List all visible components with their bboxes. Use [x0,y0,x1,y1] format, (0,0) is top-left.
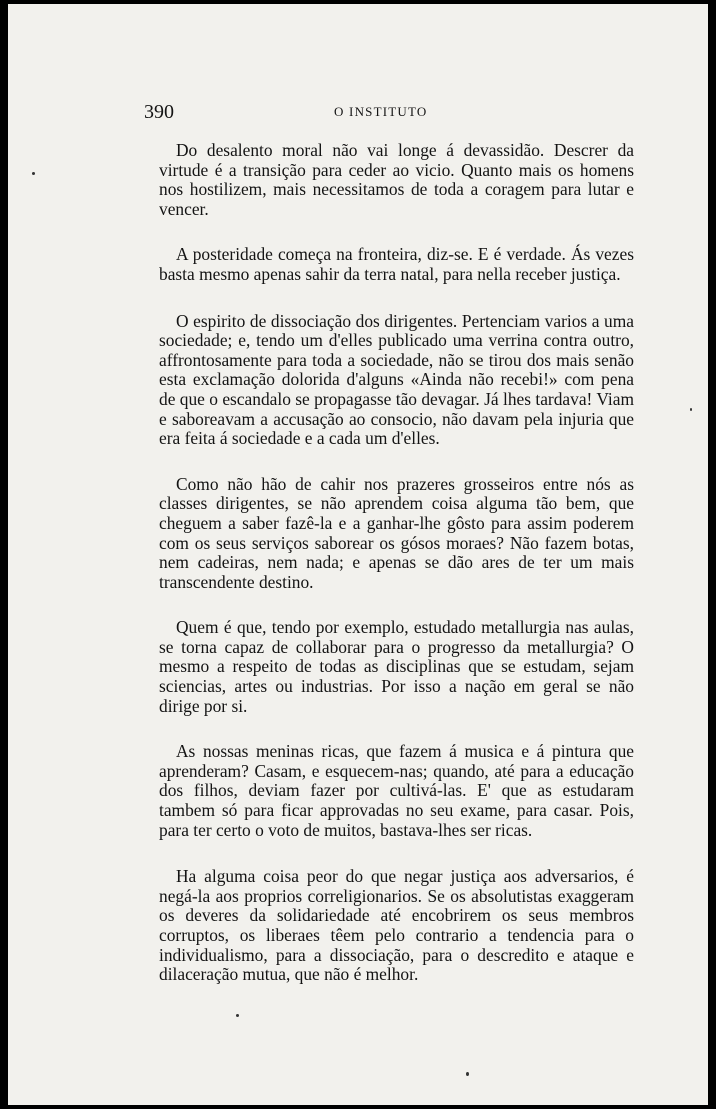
page-header [8,101,708,125]
body-text [159,141,634,985]
book-page [8,4,708,1105]
paragraph-7: Ha alguma coisa peor do que negar justiça aos adversarios, é negá-la aos proprios correligionarios. Se os absolutistas exaggeram os deveres da solidariedade até encobrirem os seus membros corruptos, os liberaes têem pelo contrario a tendencia para o individualismo, para a dissociação, para o descredito e ataque e dilaceração mutua, que não é melhor. [159,866,634,985]
paper-speck [236,1014,239,1017]
paper-speck [690,408,692,411]
paragraph-4: Como não hão de cahir nos prazeres grosseiros entre nós as classes dirigentes, se não aprendem coisa alguma tão bem, que cheguem a saber fazê-la e a ganhar-lhe gôsto para assim poderem com os seus serviços saborear os gósos moraes? Não fazem botas, nem cadeiras, nem nada; e apenas se dão ares de ter um mais transcendente destino. [159,473,634,592]
paragraph-6: As nossas meninas ricas, que fazem á musica e á pintura que aprenderam? Casam, e esquecem-nas; quando, até para a educação dos filhos, deviam fazer por cultivá-las. E' que as estudaram tambem só para ficar approvadas no seu exame, para casar. Pois, para ter certo o voto de muitos, bastava-lhes ser ricas. [159,741,634,840]
running-title: O INSTITUTO [334,104,428,119]
paragraph-3: O espirito de dissociação dos dirigentes. Pertenciam varios a uma sociedade; e, tendo um d'elles publicado uma verrina contra outro, affrontosamente para toda a sociedade, não se tirou dos mais senão esta exclamação dolorida d'alguns «Ainda não recebi!» com pena de que o escandalo se propagasse tão devagar. Já lhes tardava! Viam e saboreavam a accusação ao consocio, não davam pela injuria que era feita á sociedade e a cada um d'elles. [159,310,634,449]
paragraph-2: A posteridade começa na fronteira, diz-se. E é verdade. Ás vezes basta mesmo apenas sahir da terra natal, para nella receber justiça. [159,244,634,284]
paper-speck [32,172,35,175]
paragraph-5: Quem é que, tendo por exemplo, estudado metallurgia nas aulas, se torna capaz de collaborar para o progresso da metallurgia? O mesmo a respeito de todas as disciplinas que se estudam, sejam sciencias, artes ou industrias. Por isso a nação em geral se não dirige por si. [159,617,634,716]
paper-speck [466,1072,469,1076]
paragraph-1: Do desalento moral não vai longe á devassidão. Descrer da virtude é a transição para ceder ao vicio. Quanto mais os homens nos hostilizem, mais necessitamos de toda a coragem para lutar e vencer. [159,140,634,219]
page-number: 390 [144,101,174,123]
